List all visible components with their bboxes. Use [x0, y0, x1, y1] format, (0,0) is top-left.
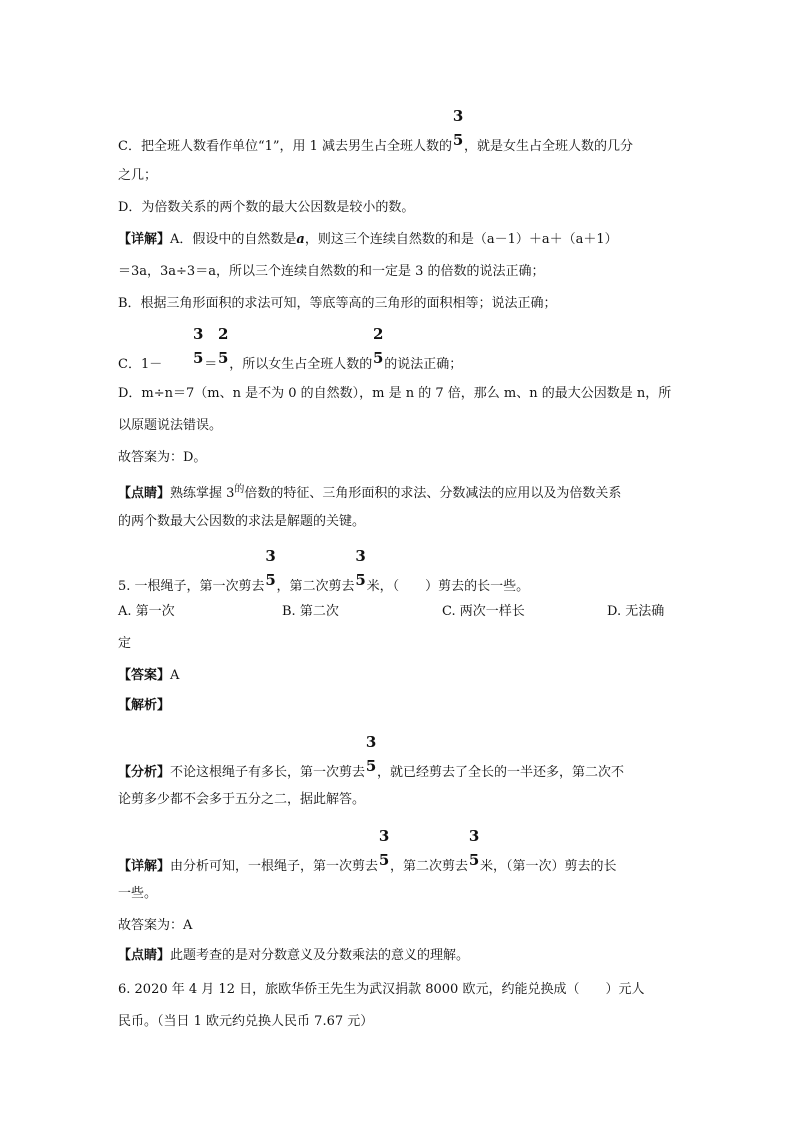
fraction-3-5: 3 5 — [378, 827, 390, 869]
fraction-3-5: 3 5 — [265, 547, 276, 589]
q5-option-d[interactable]: D. 无法确 — [607, 604, 665, 619]
fraction-3-5: 3 5 — [193, 325, 204, 367]
q5-detail-line2: 一些。 — [118, 886, 158, 901]
q5-option-a[interactable]: A. 第一次 — [118, 604, 175, 619]
fraction-3-5: 3 5 — [365, 733, 377, 775]
q6-stem-line1: 6. 2020 年 4 月 12 日，旅欧华侨王先生为武汉捐款 8000 欧元，约能兑换成（ ）元人 — [118, 982, 645, 997]
q4-detail-line2: ＝3a，3a÷3＝a，所以三个连续自然数的和一定是 3 的倍数的说法正确； — [118, 264, 545, 279]
q6-stem-line2: 民币。（当日 1 欧元约兑换人民币 7.67 元） — [118, 1014, 374, 1029]
fraction-3-5: 3 5 — [452, 107, 464, 149]
q4-option-c-line2: 之几； — [118, 168, 158, 183]
q4-detail-c: C．1－ 3 5 ＝ 2 5 ，所以女生占全班人数的 2 5 的说法正确； — [118, 325, 463, 372]
fraction-2-5: 2 5 — [218, 325, 229, 367]
q5-option-d-wrap: 定 — [118, 636, 132, 651]
q4-answer: 故答案为：D。 — [118, 450, 207, 465]
q4-detail-d-line2: 以原题说法错误。 — [118, 418, 223, 433]
q4-point-line1: 【点睛】熟练掌握 $3^的$倍数的特征、三角形面积的求法、分数减法的应用以及为倍数关系 — [118, 484, 622, 501]
q5-fenxi-line2: 论剪多少都不会多于五分之二，据此解答。 — [118, 792, 366, 807]
fraction-2-5: 2 5 — [373, 325, 384, 367]
q5-fenxi-line1: 【分析】不论这根绳子有多长，第一次剪去 3 5 ，就已经剪去了全长的一半还多，第二次不 — [118, 733, 625, 780]
q5-analysis-heading: 【解析】 — [118, 698, 171, 713]
variable-a: a — [296, 232, 305, 247]
q4-option-c-line1: C．把全班人数看作单位“1”，用 1 减去男生占全班人数的 3 5 ，就是女生占全班人数的几分 — [118, 107, 634, 154]
q5-point: 【点睛】此题考查的是对分数意义及分数乘法的意义的理解。 — [118, 948, 470, 963]
q5-option-b[interactable]: B. 第二次 — [282, 604, 339, 619]
q5-final-answer: 故答案为：A — [118, 918, 193, 933]
q5-detail-line1: 【详解】由分析可知，一根绳子，第一次剪去 3 5 ，第二次剪去 3 5 米，（第一次）剪去的长 — [118, 827, 617, 874]
q5-option-c[interactable]: C. 两次一样长 — [442, 604, 525, 619]
fraction-3-5: 3 5 — [468, 827, 480, 869]
fraction-3-5: 3 5 — [355, 547, 366, 589]
q4-detail-b: B．根据三角形面积的求法可知，等底等高的三角形的面积相等；说法正确； — [118, 296, 557, 311]
q4-option-d: D．为倍数关系的两个数的最大公因数是较小的数。 — [118, 200, 415, 215]
q5-stem: 5. 一根绳子，第一次剪去 3 5 ，第二次剪去 3 5 米，（ ）剪去的长一些。 — [118, 547, 530, 594]
q5-answer: 【答案】A — [118, 668, 180, 683]
q4-detail-d-line1: D．m÷n＝7（m、n 是不为 0 的自然数），m 是 n 的 7 倍，那么 m、n 的最大公因数是 n，所 — [118, 386, 672, 401]
q5-options — [118, 604, 678, 620]
q4-point-line2: 的两个数最大公因数的求法是解题的关键。 — [118, 514, 366, 529]
q4-detail-line1: 【详解】A．假设中的自然数是a，则这三个连续自然数的和是（a－1）＋a＋（a＋1） — [118, 232, 618, 247]
